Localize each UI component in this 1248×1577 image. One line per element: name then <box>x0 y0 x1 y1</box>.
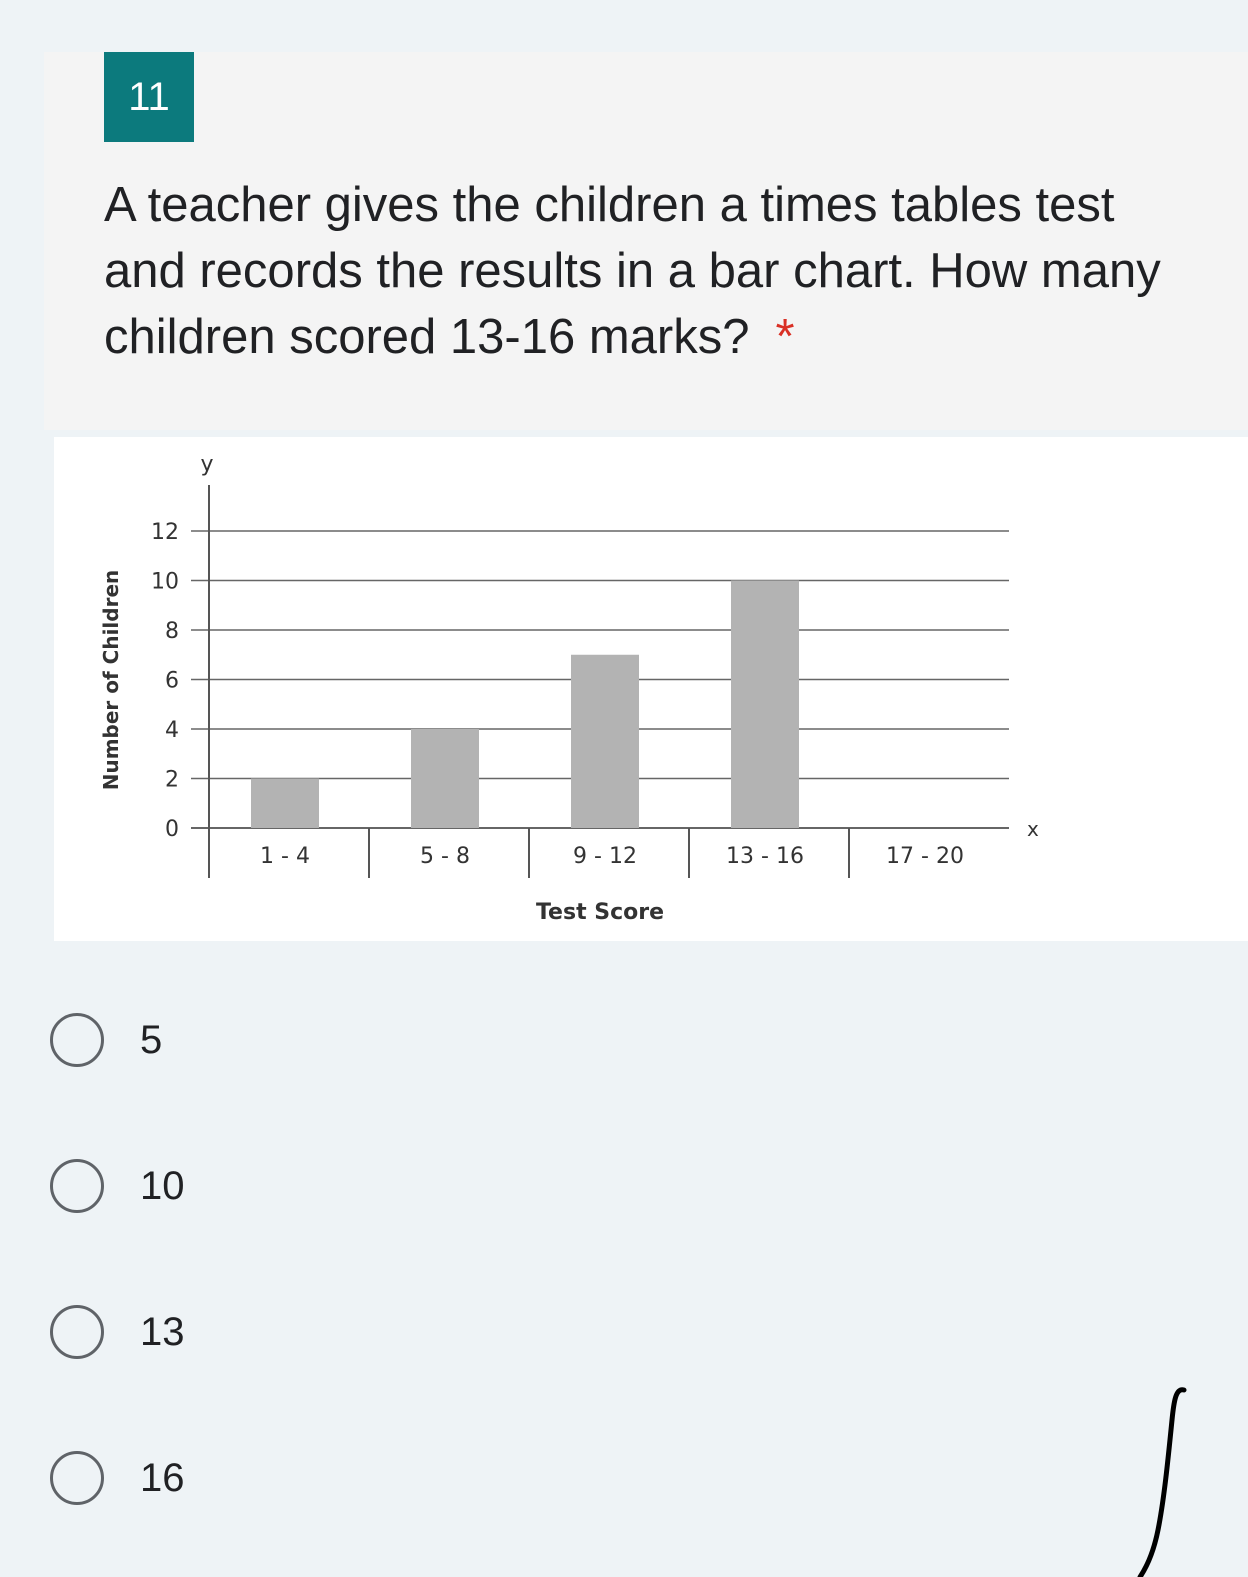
radio-button[interactable] <box>50 1013 104 1067</box>
y-tick-label: 12 <box>151 520 179 545</box>
bar <box>411 729 479 828</box>
x-tick-label: 17 - 20 <box>886 844 964 869</box>
y-axis-title: Number of Children <box>99 569 123 791</box>
bar <box>571 655 639 828</box>
y-tick-label: 4 <box>165 718 179 743</box>
bar <box>731 581 799 829</box>
option-label: 10 <box>140 1163 185 1208</box>
y-tick-label: 8 <box>165 619 179 644</box>
x-tick-label: 1 - 4 <box>260 844 310 869</box>
y-tick-label: 10 <box>151 569 179 595</box>
option-13[interactable] <box>50 1302 450 1362</box>
question-text-block <box>104 172 1184 370</box>
question-number-badge: 11 <box>104 52 194 142</box>
y-axis-letter: y <box>200 452 214 477</box>
x-tick-label: 13 - 16 <box>726 844 804 869</box>
y-tick-label: 6 <box>165 668 179 694</box>
bar <box>251 779 319 829</box>
y-tick-label: 0 <box>165 817 179 842</box>
option-label: 13 <box>140 1309 185 1354</box>
x-axis-letter: x <box>1027 817 1039 841</box>
option-label: 16 <box>140 1455 185 1500</box>
option-16[interactable] <box>50 1448 450 1508</box>
x-tick-label: 5 - 8 <box>420 844 470 869</box>
option-label: 5 <box>140 1017 163 1062</box>
y-tick-label: 2 <box>165 767 179 793</box>
radio-button[interactable] <box>50 1159 104 1213</box>
bar-chart <box>54 437 1248 941</box>
required-asterisk: * <box>775 310 795 364</box>
option-10[interactable] <box>50 1156 450 1216</box>
x-axis-title: Test Score <box>535 900 665 925</box>
question-text: A teacher gives the children a times tables test and records the results in a bar chart. How many children scored 13-16 marks? <box>104 178 1161 364</box>
radio-button[interactable] <box>50 1451 104 1505</box>
radio-button[interactable] <box>50 1305 104 1359</box>
x-tick-label: 9 - 12 <box>573 844 637 869</box>
bar-chart-image <box>54 437 1248 941</box>
option-5[interactable] <box>50 1010 450 1070</box>
pen-scribble <box>1120 1380 1200 1577</box>
